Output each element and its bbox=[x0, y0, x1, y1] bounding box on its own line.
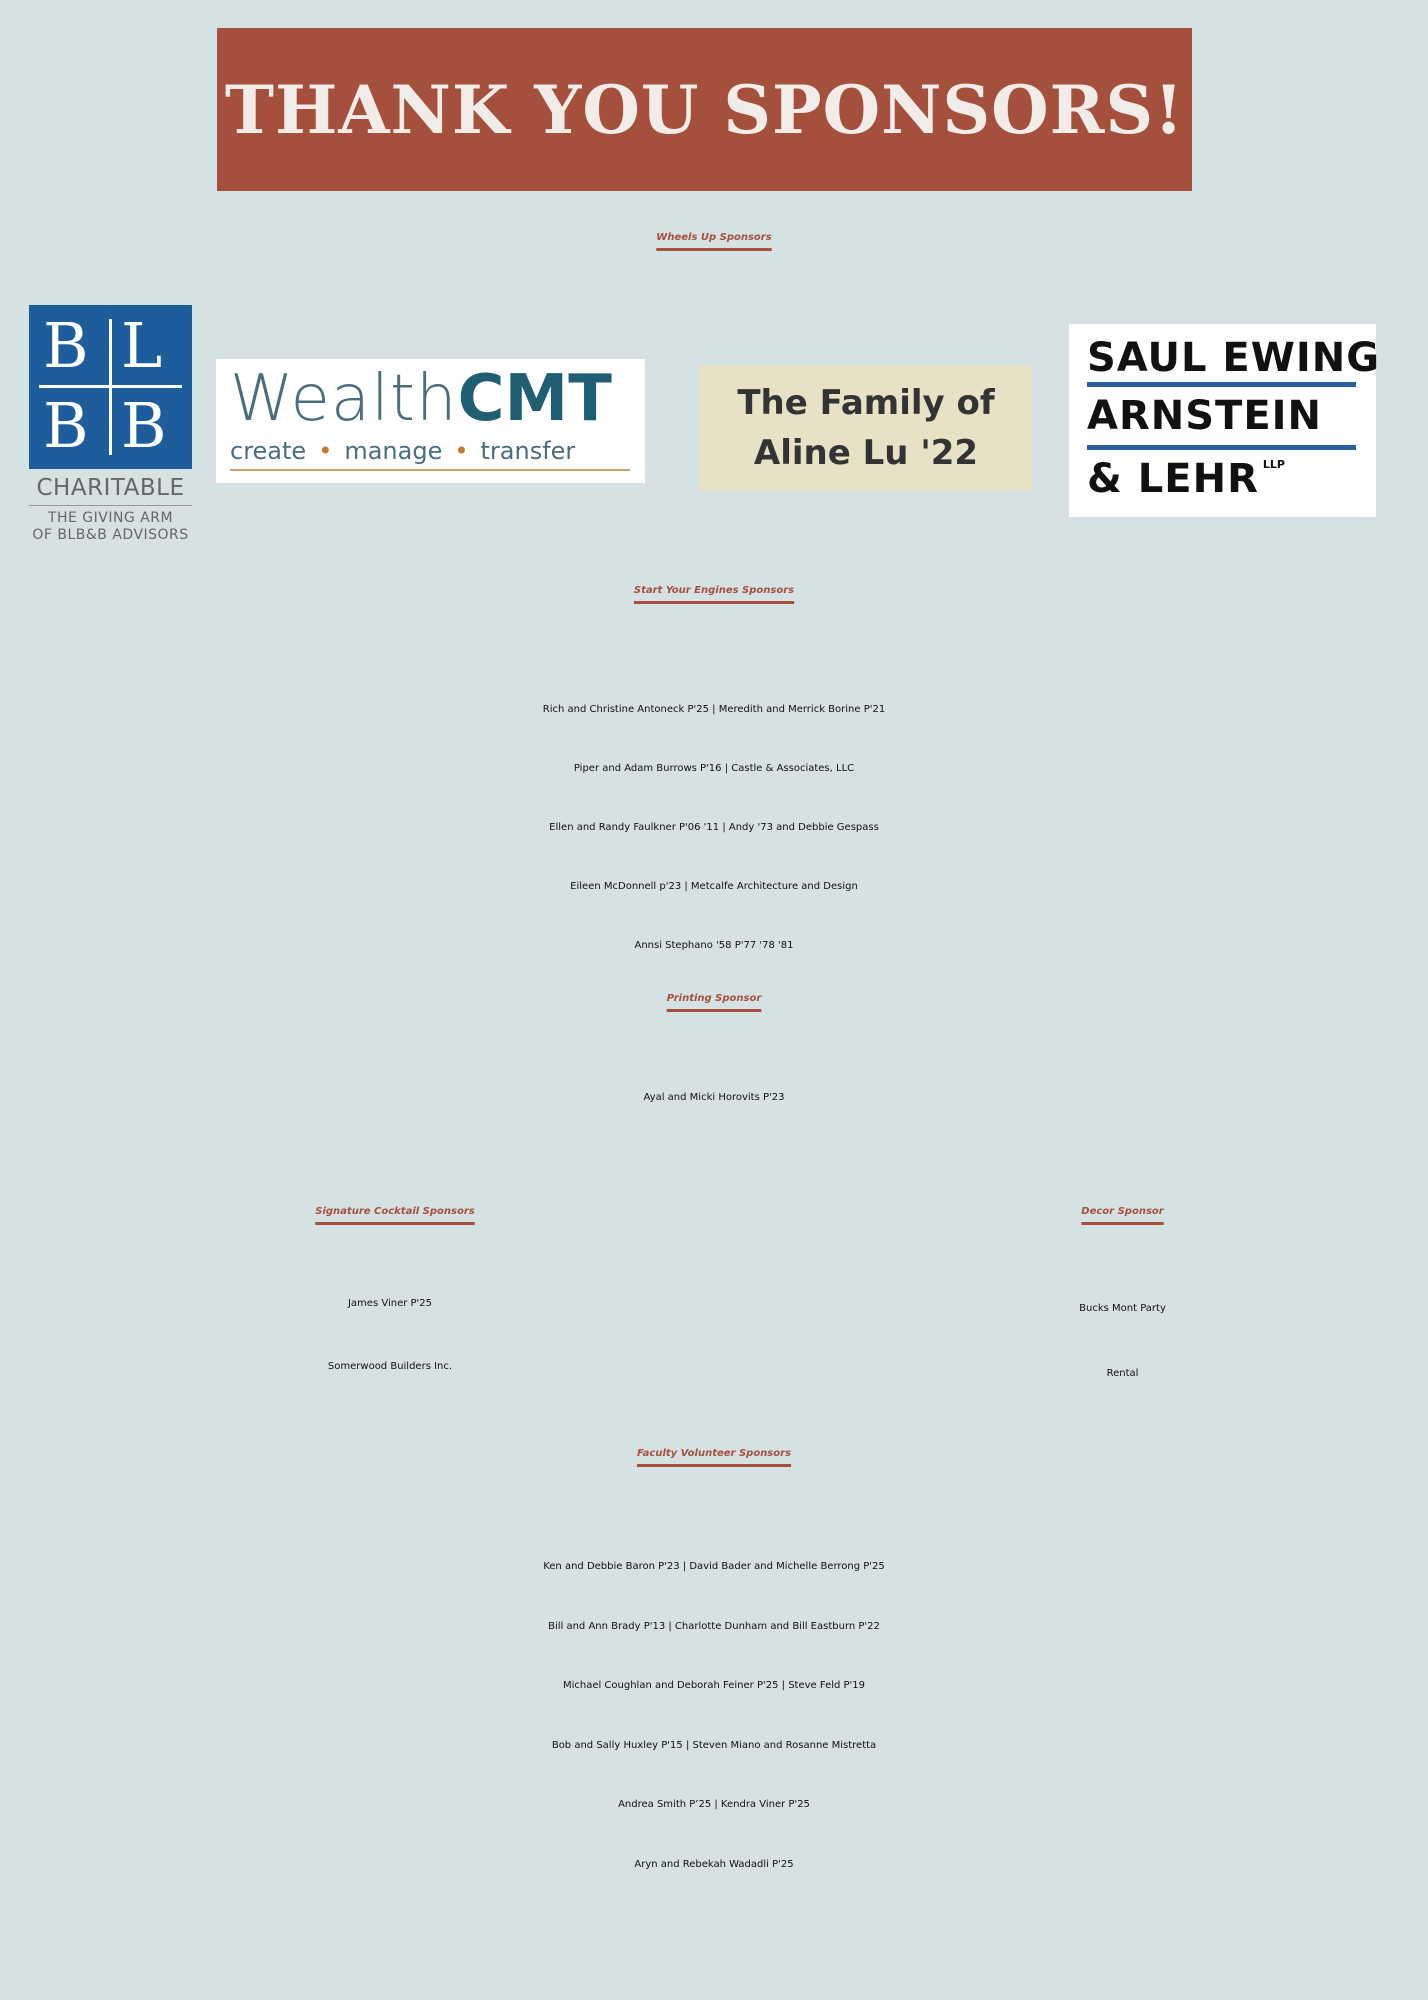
saul-ewing-logo bbox=[1069, 324, 1381, 517]
blb-letter: L bbox=[121, 309, 163, 382]
saul-rule bbox=[1087, 382, 1356, 387]
saul-line-3: & LEHR bbox=[1087, 456, 1259, 502]
wealthcmt-underline bbox=[230, 469, 630, 471]
blb-tagline-line: OF BLB&B ADVISORS bbox=[32, 527, 189, 543]
cocktail-heading: Signature Cocktail Sponsors bbox=[315, 1206, 475, 1217]
blb-letter: B bbox=[43, 389, 89, 462]
list-item: Ellen and Randy Faulkner P'06 '11 | Andy '73 and Debbie Gespass bbox=[549, 822, 879, 833]
decor-list bbox=[880, 1276, 1365, 1406]
printing-heading: Printing Sponsor bbox=[666, 993, 762, 1004]
wealthcmt-wordmark bbox=[230, 362, 612, 436]
list-item: Aryn and Rebekah Wadadli P'25 bbox=[634, 1858, 794, 1870]
wealthcmt-tag-create: create bbox=[230, 437, 307, 465]
list-item: Rich and Christine Antoneck P'25 | Meredith and Merrick Borine P'21 bbox=[542, 704, 886, 715]
wheels-up-heading: Wheels Up Sponsors bbox=[656, 232, 772, 243]
blb-letter: B bbox=[121, 389, 167, 462]
saul-rule bbox=[1087, 445, 1356, 450]
engines-heading: Start Your Engines Sponsors bbox=[633, 585, 795, 596]
family-line-1: The Family of bbox=[737, 383, 995, 423]
family-sponsor-card bbox=[700, 365, 1032, 491]
saul-line-3-wrap bbox=[1087, 456, 1285, 502]
wealthcmt-logo bbox=[216, 359, 645, 483]
list-item: Eileen McDonnell p'23 | Metcalfe Architecture and Design bbox=[570, 881, 858, 892]
blb-letter: B bbox=[43, 309, 89, 382]
dot-separator-icon: • bbox=[318, 437, 333, 465]
engines-list bbox=[0, 680, 1428, 975]
faculty-list bbox=[0, 1537, 1428, 1894]
list-item: Michael Coughlan and Deborah Feiner P'25 | Steve Feld P'19 bbox=[562, 1680, 866, 1691]
wealthcmt-tag-transfer: transfer bbox=[480, 437, 576, 465]
list-item: Ayal and Micki Horovits P'23 bbox=[643, 1092, 785, 1103]
blb-tagline bbox=[29, 505, 192, 544]
family-line-2: Aline Lu '22 bbox=[753, 433, 979, 473]
wealthcmt-tag-manage: manage bbox=[344, 437, 443, 465]
decor-heading: Decor Sponsor bbox=[1081, 1206, 1164, 1217]
blb-monogram bbox=[29, 305, 192, 469]
blb-charitable-logo bbox=[29, 305, 192, 550]
wealthcmt-tagline bbox=[230, 437, 575, 465]
saul-line-1: SAUL EWING bbox=[1087, 335, 1381, 381]
list-item: Bill and Ann Brady P'13 | Charlotte Dunham and Bill Eastburn P'22 bbox=[548, 1620, 880, 1632]
blb-name: CHARITABLE bbox=[36, 475, 185, 501]
list-item: Somerwood Builders Inc. bbox=[327, 1361, 453, 1372]
cocktail-list bbox=[30, 1272, 750, 1398]
blb-tagline-line: THE GIVING ARM bbox=[47, 510, 174, 526]
saul-llp: LLP bbox=[1262, 458, 1285, 471]
saul-line-2: ARNSTEIN bbox=[1087, 393, 1323, 439]
faculty-heading: Faculty Volunteer Sponsors bbox=[636, 1448, 792, 1459]
list-item: Annsi Stephano '58 P'77 '78 '81 bbox=[634, 940, 794, 951]
page-title: THANK YOU SPONSORS! bbox=[224, 70, 1185, 149]
list-item: Bob and Sally Huxley P'15 | Steven Miano and Rosanne Mistretta bbox=[551, 1739, 877, 1751]
list-item: Piper and Adam Burrows P'16 | Castle & Associates, LLC bbox=[573, 763, 855, 774]
list-item: Rental bbox=[1106, 1368, 1139, 1379]
list-item: Andrea Smith P’25 | Kendra Viner P'25 bbox=[618, 1799, 810, 1810]
list-item: James Viner P'25 bbox=[347, 1298, 433, 1309]
wealthcmt-word-light: Wealth bbox=[230, 362, 458, 436]
title-banner bbox=[217, 28, 1192, 191]
list-item: Ken and Debbie Baron P'23 | David Bader and Michelle Berrong P'25 bbox=[543, 1561, 885, 1572]
dot-separator-icon: • bbox=[454, 437, 469, 465]
wealthcmt-word-bold: CMT bbox=[457, 362, 612, 436]
printing-list bbox=[0, 1068, 1428, 1128]
list-item: Bucks Mont Party bbox=[1079, 1303, 1166, 1314]
